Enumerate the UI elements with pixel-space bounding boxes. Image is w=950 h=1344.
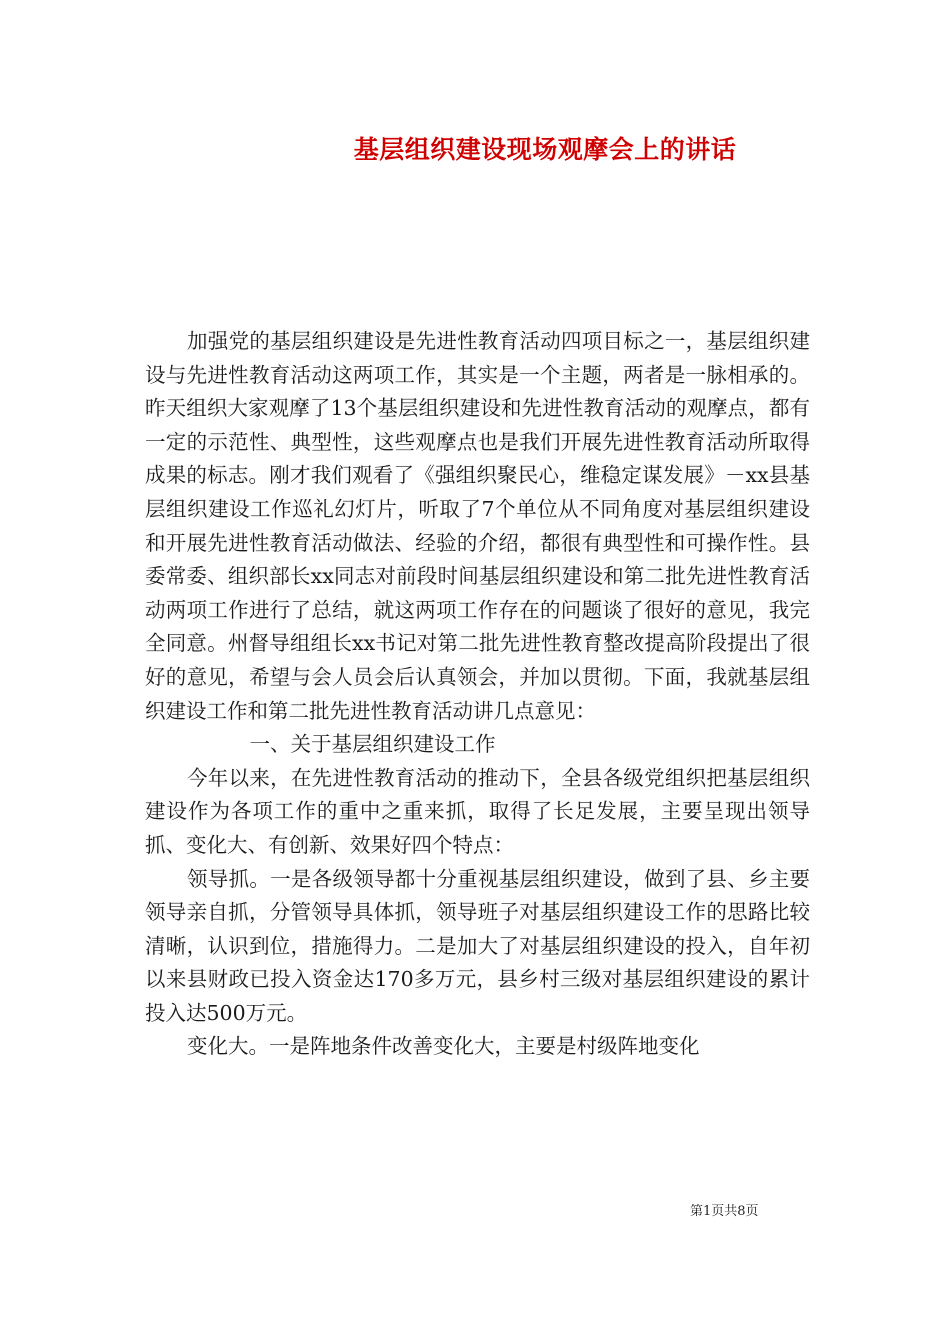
- paragraph-changes: 变化大。一是阵地条件改善变化大，主要是村级阵地变化: [187, 1034, 700, 1059]
- page-number-footer: 第1页共8页: [690, 1204, 759, 1219]
- paragraph-leadership: 领导抓。一是各级领导都十分重视基层组织建设，做到了县、乡主要领导亲自抓，分管领导具体抓，领导班子对基层组织建设工作的思路比较清晰，认识到位，措施得力。二是加大了对基层组织建设的投入，自年初以来县财政已投入资金达170多万元，县乡村三级对基层组织建设的累计投入达500万元。: [145, 866, 810, 1025]
- paragraph-overview: 今年以来，在先进性教育活动的推动下，全县各级党组织把基层组织建设作为各项工作的重中之重来抓，取得了长足发展，主要呈现出领导抓、变化大、有创新、效果好四个特点：: [145, 765, 810, 857]
- paragraph-intro: 加强党的基层组织建设是先进性教育活动四项目标之一，基层组织建设与先进性教育活动这两项工作，其实是一个主题，两者是一脉相承的。昨天组织大家观摩了13个基层组织建设和先进性教育活动的观摩点，都有一定的示范性、典型性，这些观摩点也是我们开展先进性教育活动所取得成果的标志。刚才我们观看了《强组织聚民心，维稳定谋发展》－xx县基层组织建设工作巡礼幻灯片，听取了7个单位从不同角度对基层组织建设和开展先进性教育活动做法、经验的介绍，都很有典型性和可操作性。县委常委、组织部长xx同志对前段时间基层组织建设和第二批先进性教育活动两项工作进行了总结，就这两项工作存在的问题谈了很好的意见，我完全同意。州督导组组长xx书记对第二批先进性教育整改提高阶段提出了很好的意见，希望与会人员会后认真领会，并加以贯彻。下面，我就基层组织建设工作和第二批先进性教育活动讲几点意见：: [145, 329, 810, 723]
- section-heading-1: 一、关于基层组织建设工作: [249, 732, 496, 757]
- document-title: 基层组织建设现场观摩会上的讲话: [353, 135, 737, 164]
- document-body: [145, 325, 810, 1064]
